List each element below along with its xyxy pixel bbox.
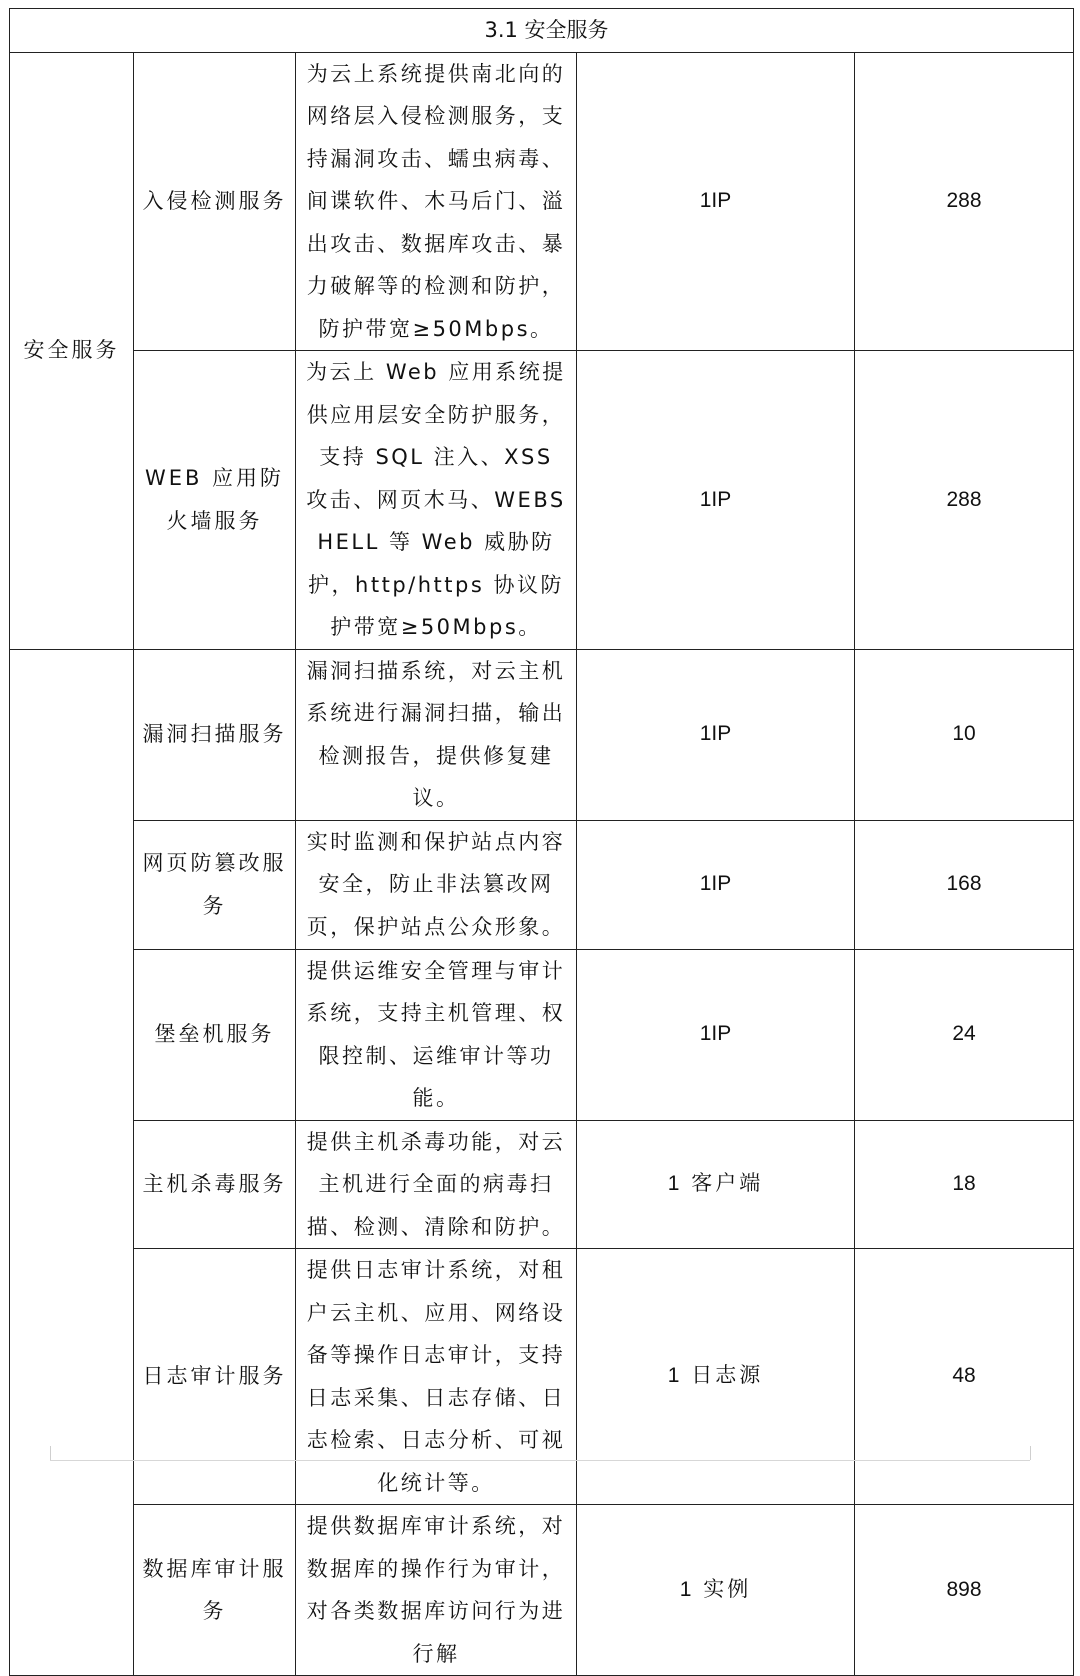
category-cell: 安全服务: [10, 52, 134, 649]
service-name-cell: 数据库审计服务: [134, 1505, 296, 1676]
service-description-cell: 提供主机杀毒功能，对云主机进行全面的病毒扫描、检测、清除和防护。: [296, 1120, 577, 1249]
service-name-cell: 网页防篡改服务: [134, 820, 296, 949]
table-row: [10, 820, 1074, 949]
unit-cell: 1IP: [577, 949, 855, 1120]
category-cell: [10, 649, 134, 1676]
service-name-cell: 堡垒机服务: [134, 949, 296, 1120]
section-header-row: [10, 9, 1074, 53]
price-cell: 288: [855, 351, 1074, 650]
price-cell: 24: [855, 949, 1074, 1120]
service-name-cell: 入侵检测服务: [134, 52, 296, 351]
service-description-cell: 提供日志审计系统，对租户云主机、应用、网络设备等操作日志审计，支持日志采集、日志存储、日志检索、日志分析、可视化统计等。: [296, 1249, 577, 1505]
service-name-cell: 主机杀毒服务: [134, 1120, 296, 1249]
table-row: [10, 52, 1074, 351]
unit-cell: 1IP: [577, 351, 855, 650]
unit-cell: 1 客户端: [577, 1120, 855, 1249]
service-description-cell: 实时监测和保护站点内容安全，防止非法篡改网页，保护站点公众形象。: [296, 820, 577, 949]
page-bottom-rule: [50, 1460, 1030, 1461]
service-description-cell: 为云上 Web 应用系统提供应用层安全防护服务，支持 SQL 注入、XSS 攻击、网页木马、WEBSHELL 等 Web 威胁防护，http/https 协议防护带宽≥50Mbps。: [296, 351, 577, 650]
table-row: [10, 1249, 1074, 1505]
table-row: [10, 1120, 1074, 1249]
page-corner-mark-right: [1030, 1446, 1031, 1460]
unit-cell: 1IP: [577, 649, 855, 820]
security-services-table: [9, 8, 1074, 1676]
page-corner-mark-left: [50, 1446, 51, 1460]
service-name-cell: 日志审计服务: [134, 1249, 296, 1505]
price-cell: 10: [855, 649, 1074, 820]
service-description-cell: 为云上系统提供南北向的网络层入侵检测服务，支持漏洞攻击、蠕虫病毒、间谍软件、木马后门、溢出攻击、数据库攻击、暴力破解等的检测和防护，防护带宽≥50Mbps。: [296, 52, 577, 351]
price-cell: 18: [855, 1120, 1074, 1249]
table-row: [10, 1505, 1074, 1676]
unit-cell: 1IP: [577, 52, 855, 351]
table-row: [10, 649, 1074, 820]
service-description-cell: 漏洞扫描系统，对云主机系统进行漏洞扫描，输出检测报告，提供修复建议。: [296, 649, 577, 820]
price-cell: 288: [855, 52, 1074, 351]
service-name-cell: 漏洞扫描服务: [134, 649, 296, 820]
unit-cell: 1 日志源: [577, 1249, 855, 1505]
price-cell: 168: [855, 820, 1074, 949]
service-description-cell: 提供运维安全管理与审计系统，支持主机管理、权限控制、运维审计等功能。: [296, 949, 577, 1120]
table-row: [10, 351, 1074, 650]
section-title: 3.1 安全服务: [10, 9, 1074, 53]
table-row: [10, 949, 1074, 1120]
unit-cell: 1IP: [577, 820, 855, 949]
price-cell: 48: [855, 1249, 1074, 1505]
service-price-table-page: [9, 8, 1073, 1676]
service-name-cell: WEB 应用防火墙服务: [134, 351, 296, 650]
price-cell: 898: [855, 1505, 1074, 1676]
unit-cell: 1 实例: [577, 1505, 855, 1676]
service-description-cell: 提供数据库审计系统，对数据库的操作行为审计，对各类数据库访问行为进行解: [296, 1505, 577, 1676]
